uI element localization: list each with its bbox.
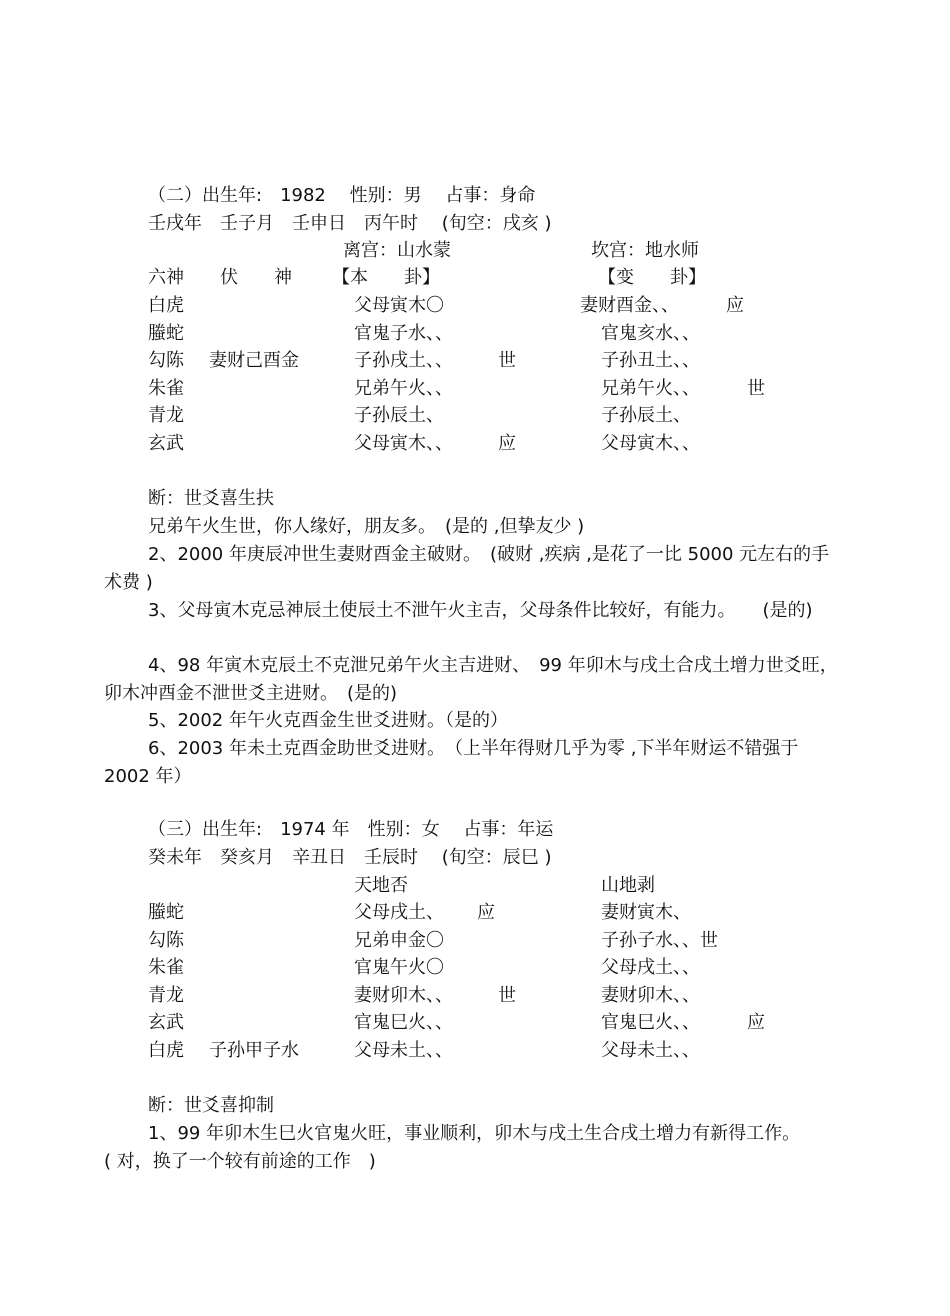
ben-line: 妻财卯木、、 <box>354 985 453 1006</box>
ben-line: 兄弟午火、、 <box>354 378 453 399</box>
case3-point-1: 1、99 年卯木生巳火官鬼火旺，事业顺利，卯木与戌土生合戌土增力有新得工作。( 对，换了一个较有前途的工作 ) <box>104 1123 801 1172</box>
bian-line: 子孙丑土、、 <box>601 350 700 371</box>
ben-mark: 应 <box>477 902 495 923</box>
ben-line: 官鬼午火〇 <box>354 957 444 978</box>
ben-line: 官鬼巳火、、 <box>354 1012 453 1033</box>
case3-ben-name: 天地否 <box>354 875 408 896</box>
case3-pillars: 癸未年 癸亥月 辛丑日 壬辰时 (旬空：辰巳 ) <box>148 847 552 868</box>
case2-point-5: 6、2003 年未土克酉金助世爻进财。 （上半年得财几乎为零 ,下半年财运不错强于 2002 年） <box>104 738 799 787</box>
six-god: 青龙 <box>148 985 184 1006</box>
six-god: 勾陈 <box>148 930 184 951</box>
six-god: 白虎 <box>148 295 184 316</box>
six-god: 玄武 <box>148 1012 184 1033</box>
ben-line: 兄弟申金〇 <box>354 930 444 951</box>
six-god: 青龙 <box>148 405 184 426</box>
case2-pillars: 壬戌年 壬子月 壬申日 丙午时 (旬空：戌亥 ) <box>148 213 552 234</box>
six-god: 玄武 <box>148 433 184 454</box>
case2-col-fushen: 伏 神 <box>220 267 292 288</box>
ben-line: 父母寅木〇 <box>354 295 444 316</box>
ben-mark: 世 <box>498 985 516 1006</box>
case2-col-ben: 【本 卦】 <box>332 267 440 288</box>
six-god: 朱雀 <box>148 957 184 978</box>
bian-line: 妻财酉金、、 <box>580 295 679 316</box>
case2-bian-palace: 坎宫：地水师 <box>591 240 699 261</box>
bian-line: 父母寅木、、 <box>601 433 700 454</box>
case2-header: （二）出生年: 1982 性别：男 占事：身命 <box>148 185 536 206</box>
bian-line: 子孙辰土、 <box>601 405 691 426</box>
case2-point-3: 4、98 年寅木克辰土不克泄兄弟午火主吉进财、 99 年卯木与戌土合戌土增力世爻旺，卯木冲酉金不泄世爻主进财。 (是的) <box>104 655 838 704</box>
case2-point-2: 3、父母寅木克忌神辰土使辰土不泄午火主吉，父母条件比较好，有能力。 (是的) <box>148 600 813 621</box>
bian-line: 官鬼巳火、、 <box>601 1012 700 1033</box>
bian-line: 子孙子水、、世 <box>601 930 718 951</box>
six-god: 螣蛇 <box>148 902 184 923</box>
bian-line: 兄弟午火、、 <box>601 378 700 399</box>
bian-line: 父母戌土、、 <box>601 957 700 978</box>
case3-judgement: 断：世爻喜抑制 <box>148 1095 274 1116</box>
ben-line: 子孙戌土、、 <box>354 350 453 371</box>
six-god: 朱雀 <box>148 378 184 399</box>
fu-shen: 子孙甲子水 <box>209 1040 299 1061</box>
bian-line: 妻财寅木、 <box>601 902 691 923</box>
case2-ben-palace: 离宫：山水蒙 <box>343 240 451 261</box>
ben-mark: 应 <box>498 433 516 454</box>
bian-mark: 应 <box>726 295 744 316</box>
six-god: 勾陈 <box>148 350 184 371</box>
case3-header: （三）出生年: 1974 年 性别：女 占事：年运 <box>148 819 554 840</box>
six-god: 白虎 <box>148 1040 184 1061</box>
bian-line: 官鬼亥水、、 <box>601 323 700 344</box>
ben-line: 父母未土、、 <box>354 1040 453 1061</box>
case2-point-1: 2、2000 年庚辰冲世生妻财酉金主破财。 (破财 ,疾病 ,是花了一比 5000 元左右的手术费 ) <box>104 544 830 593</box>
case3-bian-name: 山地剥 <box>601 875 655 896</box>
bian-line: 父母未土、、 <box>601 1040 700 1061</box>
ben-line: 子孙辰土、 <box>354 405 444 426</box>
fu-shen: 妻财己酉金 <box>209 350 299 371</box>
ben-line: 父母寅木、、 <box>354 433 453 454</box>
case2-point-0: 兄弟午火生世，你人缘好，朋友多。 (是的 ,但挚友少 ) <box>148 516 585 537</box>
six-god: 螣蛇 <box>148 323 184 344</box>
case2-col-liushen: 六神 <box>148 267 184 288</box>
case2-col-bian: 【变 卦】 <box>598 267 706 288</box>
bian-line: 妻财卯木、、 <box>601 985 700 1006</box>
ben-line: 父母戌土、 <box>354 902 444 923</box>
case2-point-4: 5、2002 年午火克酉金生世爻进财。（是的） <box>148 710 508 731</box>
case2-judgement: 断：世爻喜生扶 <box>148 488 274 509</box>
bian-mark: 应 <box>747 1012 765 1033</box>
ben-mark: 世 <box>498 350 516 371</box>
bian-mark: 世 <box>747 378 765 399</box>
ben-line: 官鬼子水、、 <box>354 323 453 344</box>
